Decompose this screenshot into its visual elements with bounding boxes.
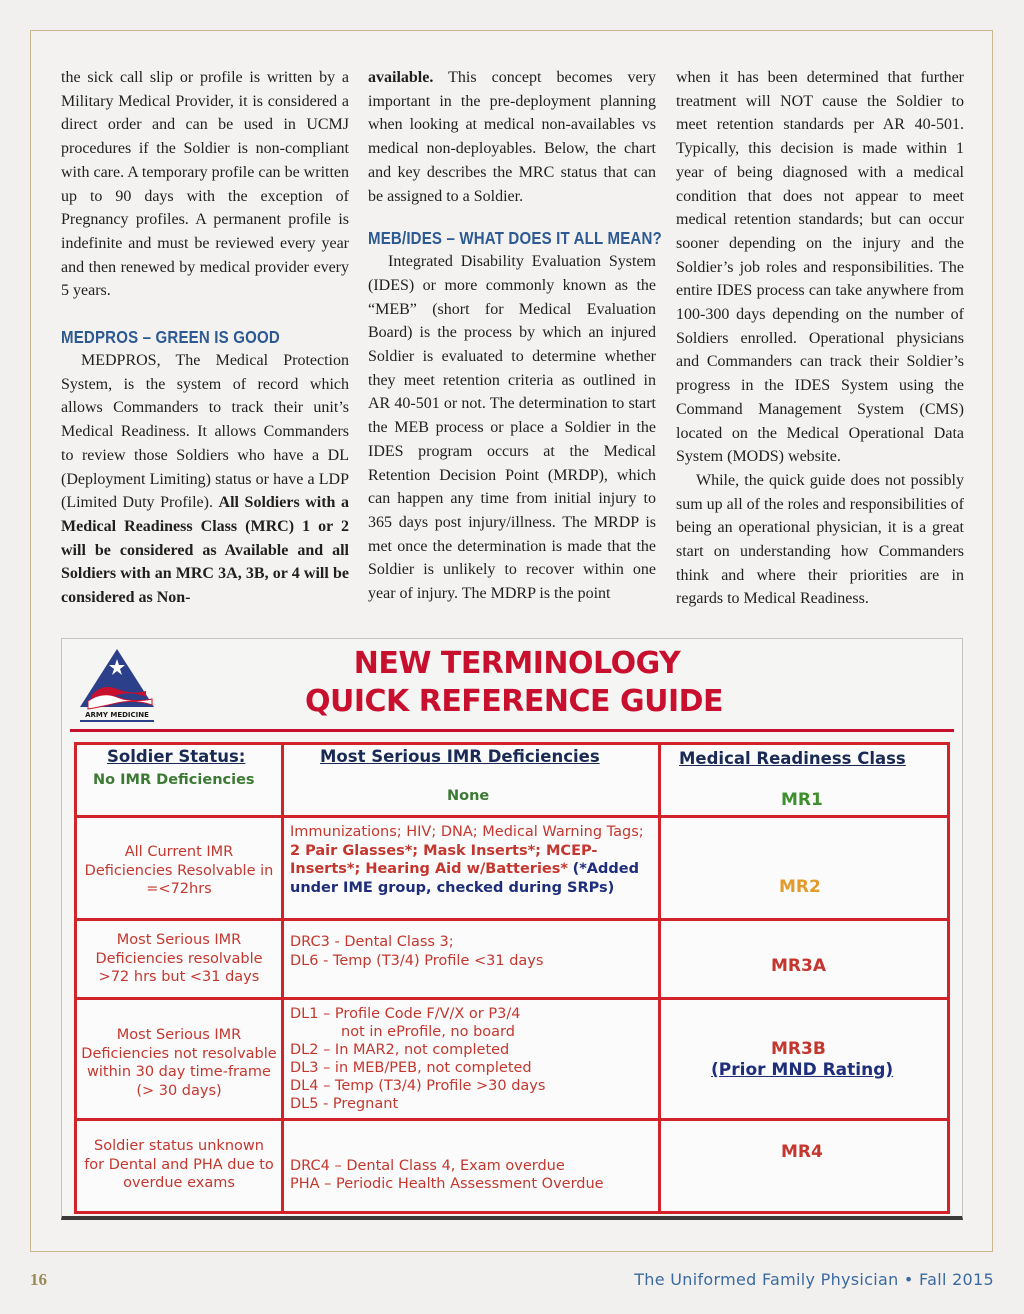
header-soldier-status: Soldier Status: [107, 747, 246, 766]
col2-paragraph-1-bold: available. [368, 69, 434, 86]
row4-dl1: DL1 – Profile Code F/V/X or P3/4 [290, 1006, 521, 1022]
row5-def-1: DRC4 – Dental Class 4, Exam overdue [290, 1158, 565, 1174]
terminology-table [74, 742, 950, 1214]
row4-dl3: DL3 – in MEB/PEB, not completed [290, 1060, 532, 1076]
col2-paragraph-1-text: This concept becomes very important in the pre-deployment planning when looking at medical non-availables vs medical non-deployables. Below, the chart and key describes the MRC status that can be assigned to a Soldier. [368, 69, 656, 205]
row2-class-cell [658, 815, 950, 921]
col3-paragraph-2: While, the quick guide does not possibly sum up all of the roles and responsibilities of being an operational physician, it is a great start on understanding how Commanders think and where their priorities are in regards to Medical Readiness. [676, 471, 964, 608]
row4-dl2: DL2 – In MAR2, not completed [290, 1042, 510, 1058]
row4-status-cell [74, 997, 284, 1121]
row4-status: Most Serious IMR Deficiencies not resolvable within 30 day time-frame (> 30 days) [81, 1027, 277, 1099]
row2-def-b: 2 Pair Glasses*; Mask Inserts*; MCEP-Inserts*; Hearing Aid w/Batteries* [290, 842, 598, 877]
page-number: 16 [30, 1270, 47, 1289]
row4-dl4: DL4 – Temp (T3/4) Profile >30 days [290, 1078, 546, 1094]
mr1-label: MR1 [781, 790, 823, 810]
row4-dl1-detail: not in eProfile, no board [341, 1024, 515, 1040]
medpros-heading: MEDPROS – GREEN IS GOOD [61, 327, 280, 348]
row4-class-cell [658, 997, 950, 1121]
row2-deficiencies-cell [281, 815, 661, 921]
row2-status: All Current IMR Deficiencies Resolvable in =<72hrs [84, 844, 274, 897]
meb-ides-heading: MEB/IDES – WHAT DOES IT ALL MEAN? [368, 228, 662, 249]
header-status-cell [74, 742, 284, 818]
row3-status-cell [74, 918, 284, 1000]
col2-paragraph-2: Integrated Disability Evaluation System (IDES) or more commonly known as the “MEB” (short for Medical Evaluation Board) is the process by which an injured Soldier is evaluated to determine whether they meet retention criteria as outlined in AR 40-501 or not. The determination to start the MEB process or place a Soldier in the IDES program occurs at the Medical Retention Decision Point (MRDP), which can happen any time from initial injury to 365 days post injury/illness. The MRDP is met once the determination is made that the Soldier is unlikely to recover within one year of injury. The MDRP is the point [368, 253, 656, 603]
col1-paragraph-2-bold: All Soldiers with a Medical Readiness Class (MRC) 1 or 2 will be considered as Available and all Soldiers with an MRC 3A, 3B, or 4 will be considered as Non- [61, 494, 350, 607]
quick-reference-figure [61, 638, 963, 1220]
row2-def-c: (*Added under IME group, checked during SRPs) [290, 861, 639, 896]
row2-def-a: Immunizations; HIV; DNA; Medical Warning Tags; [290, 824, 644, 840]
mr3a-label: MR3A [771, 956, 826, 976]
row5-status: Soldier status unknown for Dental and PHA due to overdue exams [84, 1138, 274, 1191]
row2-status-cell [74, 815, 284, 921]
row2-deficiency-list [290, 823, 652, 897]
header-no-imr: No IMR Deficiencies [93, 772, 255, 788]
text-column-2 [368, 66, 662, 606]
row3-class-cell [658, 918, 950, 1000]
title-divider [70, 729, 954, 732]
row5-def-2: PHA – Periodic Health Assessment Overdue [290, 1176, 604, 1192]
mr3b-label: MR3B [771, 1039, 826, 1059]
col1-paragraph-1: the sick call slip or profile is written by a Military Medical Provider, it is considered a direct order and can be used in UCMJ procedures if the Soldier is non-compliant with care. A temporary profile can be written up to 90 days with the exception of Pregnancy profiles. A permanent profile is indefinite and must be reviewed every year and then renewed by medical provider every 5 years. [61, 69, 349, 300]
header-medical-readiness: Medical Readiness Class [679, 749, 906, 768]
header-class-cell [658, 742, 950, 818]
mr4-label: MR4 [781, 1142, 823, 1162]
text-column-3 [676, 66, 964, 611]
mr2-label: MR2 [779, 877, 821, 897]
logo-text: ARMY MEDICINE [85, 711, 149, 719]
col1-paragraph-2 [61, 349, 349, 610]
row5-deficiencies-cell [281, 1118, 661, 1214]
row5-class-cell [658, 1118, 950, 1214]
row3-def-2: DL6 - Temp (T3/4) Profile <31 days [290, 953, 544, 969]
text-column-1 [61, 66, 349, 610]
row4-dl5: DL5 - Pregnant [290, 1096, 399, 1112]
row3-status: Most Serious IMR Deficiencies resolvable >72 hrs but <31 days [95, 932, 263, 985]
header-most-serious: Most Serious IMR Deficiencies [320, 747, 600, 766]
col2-paragraph-1 [368, 66, 656, 208]
figure-title-line-1: NEW TERMINOLOGY [353, 646, 681, 681]
header-none: None [447, 788, 490, 804]
row4-deficiencies-cell [281, 997, 661, 1121]
row3-def-1: DRC3 - Dental Class 3; [290, 934, 454, 950]
row5-status-cell [74, 1118, 284, 1214]
figure-title-line-2: QUICK REFERENCE GUIDE [304, 684, 723, 719]
army-medicine-logo [72, 645, 162, 725]
row3-deficiencies-cell [281, 918, 661, 1000]
col1-paragraph-2-text: MEDPROS, The Medical Protection System, is the system of record which allows Commanders to track their unit’s Medical Readiness. It allows Commanders to review those Soldiers who have a DL (Deployment Limiting) status or have a LDP (Limited Duty Profile). [61, 352, 349, 512]
col3-paragraph-1: when it has been determined that further treatment will NOT cause the Soldier to meet retention standards per AR 40-501. Typically, this decision is made within 1 year of being diagnosed with a medical condition that does not appear to meet medical retention standards; but can occur sooner depending on the injury and the Soldier’s job roles and responsibilities. The entire IDES process can take anywhere from 100-300 days depending on the number of Soldiers enrolled. Operational physicians and Commanders can track their Soldier’s progress in the IDES System using the Command Management System (CMS) located on the Medical Operational Data System (MODS) website. [676, 69, 964, 466]
publication-title: The Uniformed Family Physician • Fall 2015 [634, 1270, 994, 1289]
prior-mnd-rating: (Prior MND Rating) [711, 1060, 894, 1080]
header-deficiencies-cell [281, 742, 661, 818]
